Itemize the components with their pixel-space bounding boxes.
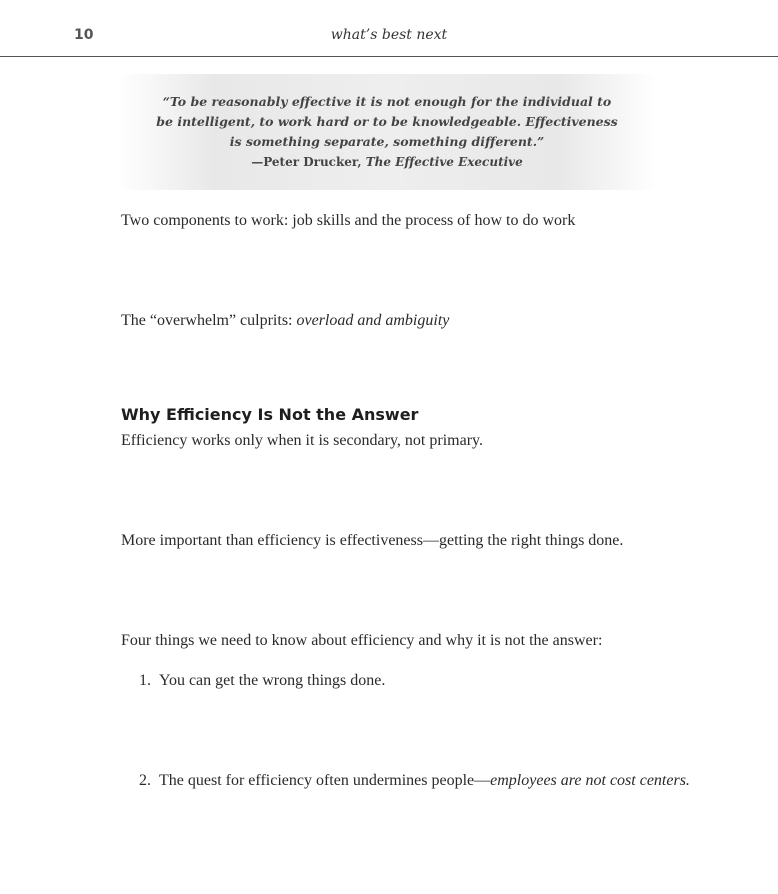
paragraph-overwhelm-italic: overload and ambiguity xyxy=(296,312,450,329)
running-head: what’s best next xyxy=(330,27,448,43)
section-heading: Why Efficiency Is Not the Answer xyxy=(121,405,419,424)
list-number: 2. xyxy=(139,772,151,789)
paragraph-efficiency-secondary: Efficiency works only when it is secondary, not primary. xyxy=(121,432,483,449)
quote-attribution-author: —Peter Drucker, xyxy=(251,155,366,169)
quote-line-2: be intelligent, to work hard or to be knowledgeable. Effectiveness xyxy=(156,114,618,129)
list-number: 1. xyxy=(139,672,151,689)
list-item-italic: employees are not cost centers. xyxy=(490,772,690,789)
page-number: 10 xyxy=(74,27,94,43)
list-item xyxy=(139,672,385,690)
list-item xyxy=(139,772,690,790)
paragraph-four-things: Four things we need to know about efficiency and why it is not the answer: xyxy=(121,632,603,649)
quote-box xyxy=(117,74,657,190)
list-item-text: You can get the wrong things done. xyxy=(159,672,386,689)
paragraph-overwhelm xyxy=(121,312,449,330)
quote-text xyxy=(117,92,657,172)
quote-line-3: is something separate, something different.” xyxy=(229,134,545,149)
paragraph-overwhelm-label: The “overwhelm” culprits: xyxy=(121,312,297,329)
list-item-text: The quest for efficiency often undermines people— xyxy=(159,772,491,789)
quote-attribution-title: The Effective Executive xyxy=(365,155,523,169)
paragraph-work-components: Two components to work: job skills and the process of how to do work xyxy=(121,212,576,229)
header-rule xyxy=(0,56,778,57)
quote-line-1: “To be reasonably effective it is not enough for the individual to xyxy=(162,94,612,109)
paragraph-effectiveness: More important than efficiency is effectiveness—getting the right things done. xyxy=(121,532,624,549)
quote-attribution xyxy=(117,152,657,172)
